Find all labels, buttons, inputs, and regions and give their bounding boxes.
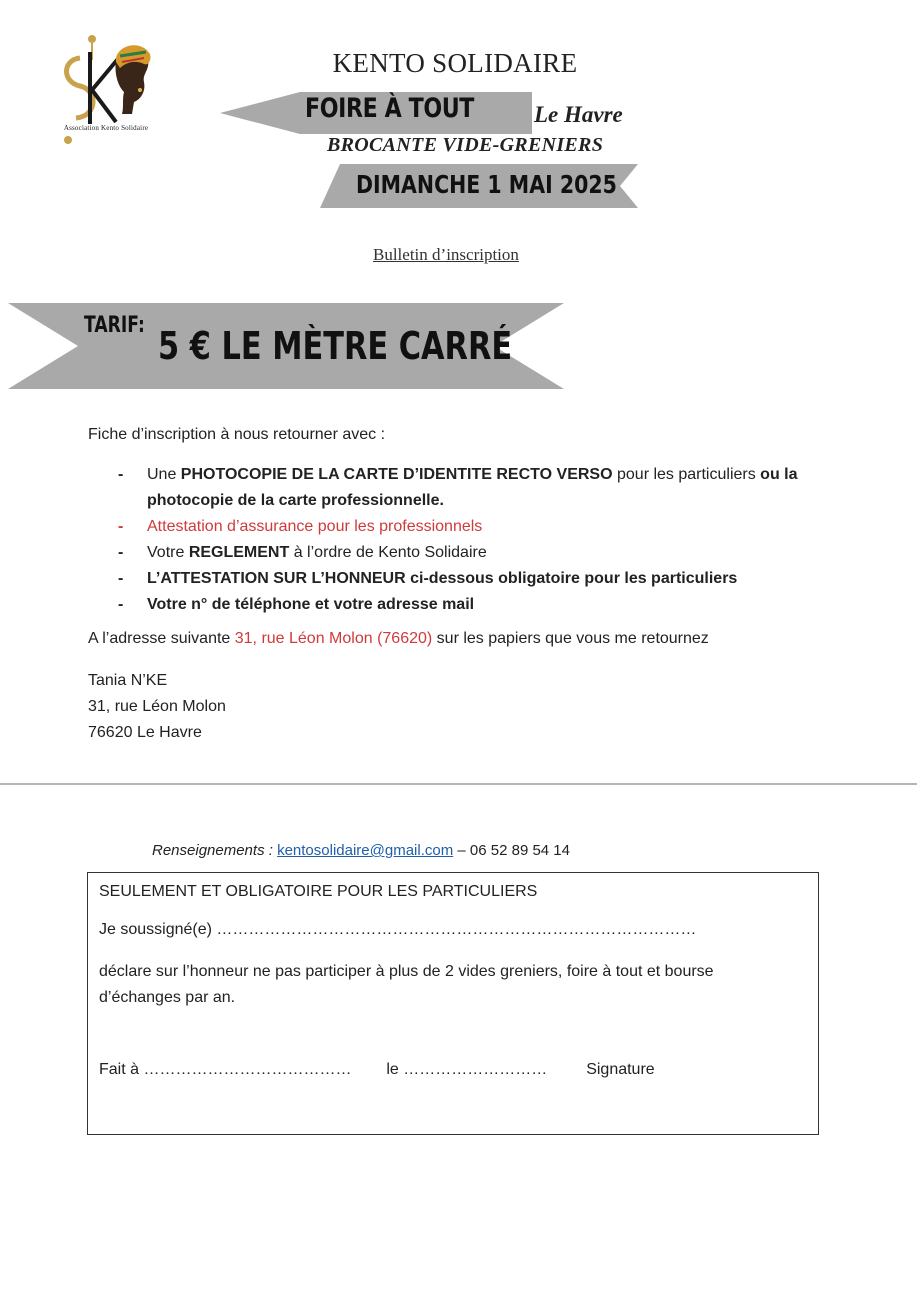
contact-name: Tania N’KE [88, 672, 168, 689]
signature-label: Signature [586, 1061, 655, 1078]
event-subtitle: BROCANTE VIDE-GRENIERS [327, 134, 604, 156]
attestation-box [87, 872, 819, 1135]
email-link[interactable]: kentosolidaire@gmail.com [277, 842, 454, 859]
list-item: - Votre n° de téléphone et votre adresse mail [118, 592, 828, 618]
signature-row [99, 1061, 655, 1079]
address-instruction: A l’adresse suivante 31, rue Léon Molon (76620) sur les papiers que vous me retournez [88, 630, 709, 647]
list-item: - Votre REGLEMENT à l’ordre de Kento Solidaire [118, 540, 828, 566]
date-field: le ……………………… [386, 1061, 548, 1078]
phone-number: – 06 52 89 54 14 [457, 842, 570, 859]
event-name: FOIRE À TOUT [305, 93, 474, 124]
address-highlight: 31, rue Léon Molon (76620) [234, 630, 433, 647]
attestation-heading: SEULEMENT ET OBLIGATOIRE POUR LES PARTICULIERS [99, 883, 538, 900]
undersigned-field: Je soussigné(e) ……………………………………………………………………………… [99, 921, 697, 938]
contact-city: 76620 Le Havre [88, 724, 202, 741]
contact-address [88, 668, 226, 746]
info-line: Renseignements : kentosolidaire@gmail.com – 06 52 89 54 14 [152, 842, 570, 859]
requirements-list [118, 462, 828, 618]
event-date: DIMANCHE 1 MAI 2025 [356, 170, 617, 199]
event-city: Le Havre [534, 102, 623, 127]
tarif-value: 5 € LE MÈTRE CARRÉ [158, 324, 513, 368]
tarif-label: TARIF: [84, 313, 145, 338]
page-divider [0, 783, 917, 785]
kento-logo-icon [40, 30, 170, 150]
contact-street: 31, rue Léon Molon [88, 698, 226, 715]
form-title: Bulletin d’inscription [373, 245, 519, 264]
list-item: - L’ATTESTATION SUR L’HONNEUR ci-dessous obligatoire pour les particuliers [118, 566, 828, 592]
logo-caption: Association Kento Solidaire [63, 124, 149, 132]
declaration-text: déclare sur l’honneur ne pas participer à plus de 2 vides greniers, foire à tout et bourse d’échanges par an. [99, 963, 714, 1006]
list-item: - Une PHOTOCOPIE DE LA CARTE D’IDENTITE RECTO VERSO pour les particuliers ou la photocopie de la carte professionnelle. [118, 462, 828, 514]
org-title: KENTO SOLIDAIRE [332, 48, 578, 78]
place-field: Fait à ………………………………… [99, 1061, 352, 1078]
instructions-intro: Fiche d’inscription à nous retourner avec : [88, 426, 386, 443]
list-item: - Attestation d’assurance pour les professionnels [118, 514, 828, 540]
